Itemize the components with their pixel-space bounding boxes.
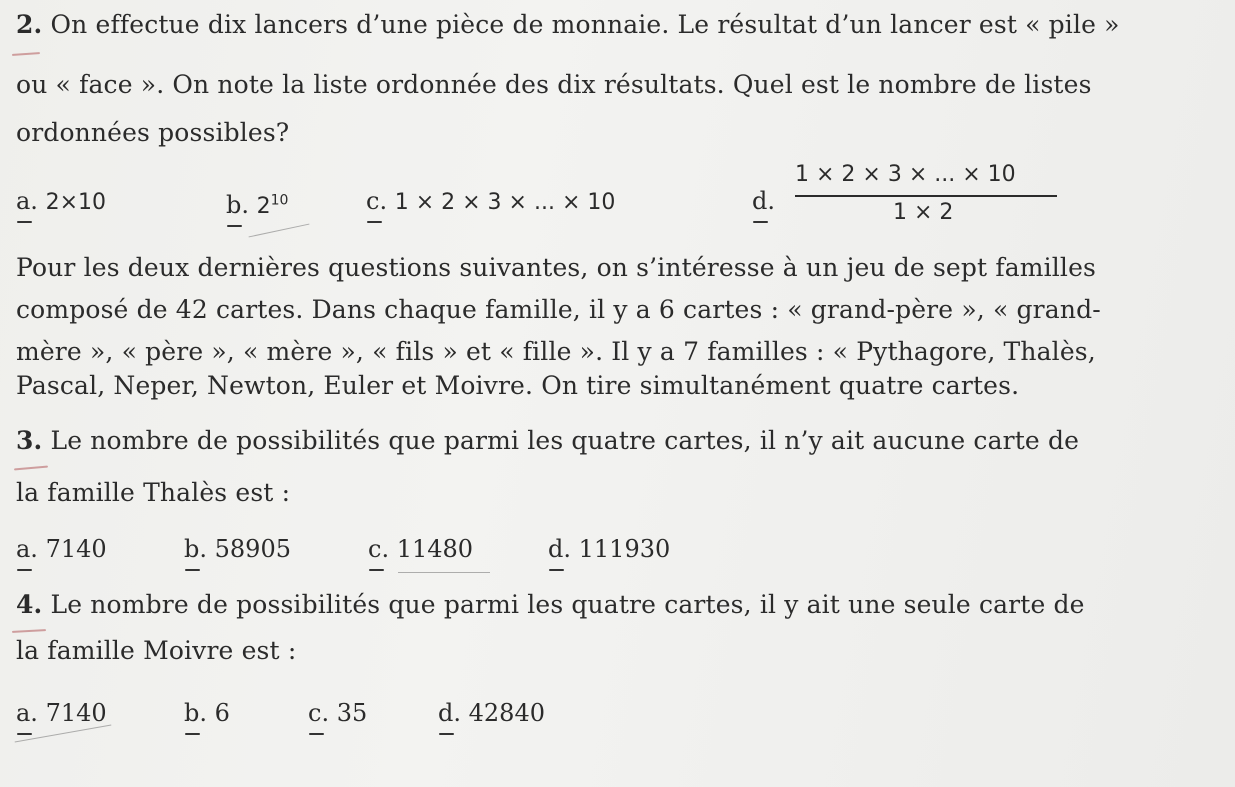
- q3-option-d[interactable]: [548, 534, 670, 564]
- q3-option-b[interactable]: [184, 534, 291, 564]
- option-value: 35: [336, 699, 368, 727]
- pencil-stroke: [249, 224, 310, 238]
- q3-line-1: [16, 426, 1079, 456]
- pencil-tick: [17, 221, 32, 223]
- q4-number: 4.: [16, 590, 43, 619]
- pencil-tick: [369, 569, 384, 571]
- q3-number: 3.: [16, 426, 43, 455]
- pencil-tick: [227, 225, 242, 227]
- pencil-tick: [17, 733, 32, 735]
- pencil-tick: [549, 569, 564, 571]
- option-label: c.: [308, 699, 329, 727]
- option-value: 42840: [468, 699, 545, 727]
- q2-text-1: On effectue dix lancers d’une pièce de monnaie. Le résultat d’un lancer est « pile »: [50, 10, 1120, 39]
- option-value: 111930: [578, 535, 671, 563]
- option-value: 58905: [214, 535, 291, 563]
- q2-option-a[interactable]: [16, 186, 106, 218]
- option-value: 6: [214, 699, 230, 727]
- q4-line-1: [16, 590, 1085, 620]
- intro-line-2: composé de 42 cartes. Dans chaque famille, il y a 6 cartes : « grand-père », « grand-: [16, 295, 1101, 324]
- pen-underline-q4: [12, 629, 46, 633]
- q2-option-b[interactable]: [226, 186, 288, 222]
- pencil-tick: [185, 569, 200, 571]
- q4-option-b[interactable]: [184, 698, 230, 728]
- q4-option-c[interactable]: [308, 698, 367, 728]
- q2-option-d[interactable]: [752, 186, 775, 216]
- option-label: a.: [16, 187, 38, 215]
- q3-option-a[interactable]: [16, 534, 107, 564]
- intro-line-1: Pour les deux dernières questions suivantes, on s’intéresse à un jeu de sept familles: [16, 253, 1096, 282]
- option-label: a.: [16, 699, 38, 727]
- q2-line-3: ordonnées possibles?: [16, 118, 290, 147]
- option-label: d.: [438, 699, 461, 727]
- fraction-numerator: 1 × 2 × 3 × ... × 10: [795, 162, 1016, 187]
- fraction-bar: [795, 195, 1057, 197]
- option-label: b.: [184, 699, 207, 727]
- q3-text-1: Le nombre de possibilités que parmi les quatre cartes, il n’y ait aucune carte de: [50, 426, 1080, 455]
- option-value: 7140: [45, 535, 107, 563]
- q4-line-2: la famille Moivre est :: [16, 636, 297, 665]
- q2-line-1: [16, 10, 1120, 40]
- q2-option-c[interactable]: [366, 186, 615, 218]
- option-label: c.: [366, 187, 387, 215]
- q3-line-2: la famille Thalès est :: [16, 478, 291, 507]
- pencil-tick: [753, 221, 768, 223]
- option-label: c.: [368, 535, 389, 563]
- pencil-tick: [439, 733, 454, 735]
- pencil-tick: [309, 733, 324, 735]
- q2-number: 2.: [16, 10, 43, 39]
- pencil-tick: [185, 733, 200, 735]
- q3-option-c[interactable]: [368, 534, 473, 564]
- option-value: 11480: [396, 535, 474, 563]
- option-label: d.: [752, 187, 775, 215]
- fraction-denominator: 1 × 2: [893, 200, 954, 225]
- option-label: b.: [226, 191, 249, 219]
- pen-underline-q3: [14, 466, 48, 471]
- option-value: 1 × 2 × 3 × ... × 10: [394, 190, 616, 215]
- q4-text-1: Le nombre de possibilités que parmi les quatre cartes, il y ait une seule carte de: [50, 590, 1085, 619]
- pencil-stroke: [398, 572, 490, 573]
- option-label: d.: [548, 535, 571, 563]
- option-value: $2^{10}$: [256, 193, 289, 220]
- option-value: 2×10: [45, 190, 107, 215]
- pen-underline-q2: [12, 52, 40, 56]
- q2-line-2: ou « face ». On note la liste ordonnée des dix résultats. Quel est le nombre de listes: [16, 70, 1092, 99]
- q4-option-a[interactable]: [16, 698, 107, 728]
- option-value: 7140: [45, 699, 107, 727]
- option-label: b.: [184, 535, 207, 563]
- pencil-tick: [17, 569, 32, 571]
- q4-option-d[interactable]: [438, 698, 545, 728]
- intro-line-3: mère », « père », « mère », « fils » et « fille ». Il y a 7 familles : « Pythagore, Thalès,: [16, 337, 1096, 366]
- exponent: 10: [270, 193, 289, 209]
- intro-line-4: Pascal, Neper, Newton, Euler et Moivre. On tire simultanément quatre cartes.: [16, 371, 1020, 400]
- pencil-tick: [367, 221, 382, 223]
- option-label: a.: [16, 535, 38, 563]
